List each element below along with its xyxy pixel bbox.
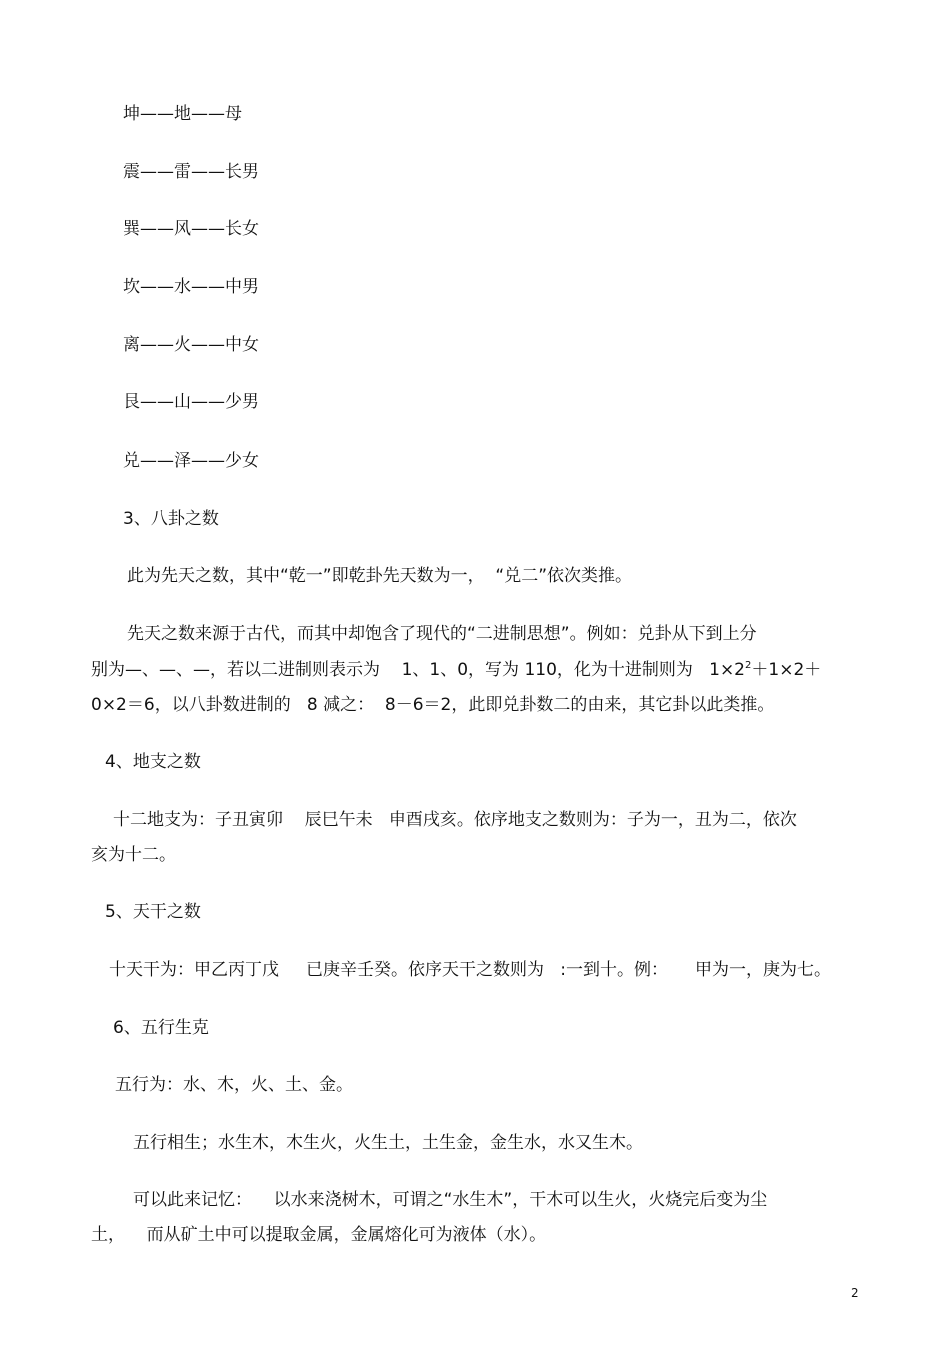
binary-text: 别为—、—、—，若以二进制则表示为 1、1、0，写为 110，化为十进制则为 1×2 xyxy=(91,660,746,680)
trigram-line-zhen: 震——雷——长男 xyxy=(123,162,259,182)
section-5-line-1: 十天干为：甲乙丙丁戊 已庚辛壬癸。依序天干之数则为 :一到十。例： 甲为一，庚为七。 xyxy=(109,960,831,980)
section-4-line-2: 亥为十二。 xyxy=(91,845,176,865)
section-5-heading: 5、天干之数 xyxy=(105,902,201,922)
trigram-line-li: 离——火——中女 xyxy=(123,335,259,355)
section-3-paragraph-2-line-2 xyxy=(91,659,821,684)
trigram-line-kun: 坤——地——母 xyxy=(123,104,242,124)
trigram-line-dui: 兑——泽——少女 xyxy=(123,451,259,471)
exponent: 2 xyxy=(745,660,752,671)
trigram-line-gen: 艮——山——少男 xyxy=(123,392,259,412)
trigram-line-kan: 坎——水——中男 xyxy=(123,277,259,297)
trigram-line-xun: 巽——风——长女 xyxy=(123,219,259,239)
section-4-heading: 4、地支之数 xyxy=(105,752,201,772)
section-4-line-1: 十二地支为：子丑寅卯 辰巳午未 申酉戌亥。依序地支之数则为：子为一，丑为二，依次 xyxy=(113,810,797,830)
section-3-paragraph-1: 此为先天之数，其中“乾一”即乾卦先天数为一， “兑二”依次类推。 xyxy=(127,566,633,586)
section-3-heading: 3、八卦之数 xyxy=(123,509,219,529)
section-6-line-4: 土， 而从矿土中可以提取金属，金属熔化可为液体（水）。 xyxy=(91,1225,547,1245)
section-3-paragraph-2-line-1: 先天之数来源于古代，而其中却饱含了现代的“二进制思想”。例如：兑卦从下到上分 xyxy=(127,624,757,644)
page-number: 2 xyxy=(851,1286,859,1300)
section-6-line-3: 可以此来记忆： 以水来浇树木，可谓之“水生木”，干木可以生火，火烧完后变为尘 xyxy=(133,1190,768,1210)
section-6-line-2: 五行相生；水生木，木生火，火生土，土生金，金生水，水又生木。 xyxy=(133,1133,643,1153)
binary-text-tail: ＋1×2＋ xyxy=(751,660,822,680)
section-6-heading: 6、五行生克 xyxy=(113,1018,209,1038)
section-6-line-1: 五行为：水、木，火、土、金。 xyxy=(115,1075,353,1095)
section-3-paragraph-2-line-3: 0×2＝6，以八卦数进制的 8 减之： 8－6＝2，此即兑卦数二的由来，其它卦以此类推。 xyxy=(91,695,775,715)
